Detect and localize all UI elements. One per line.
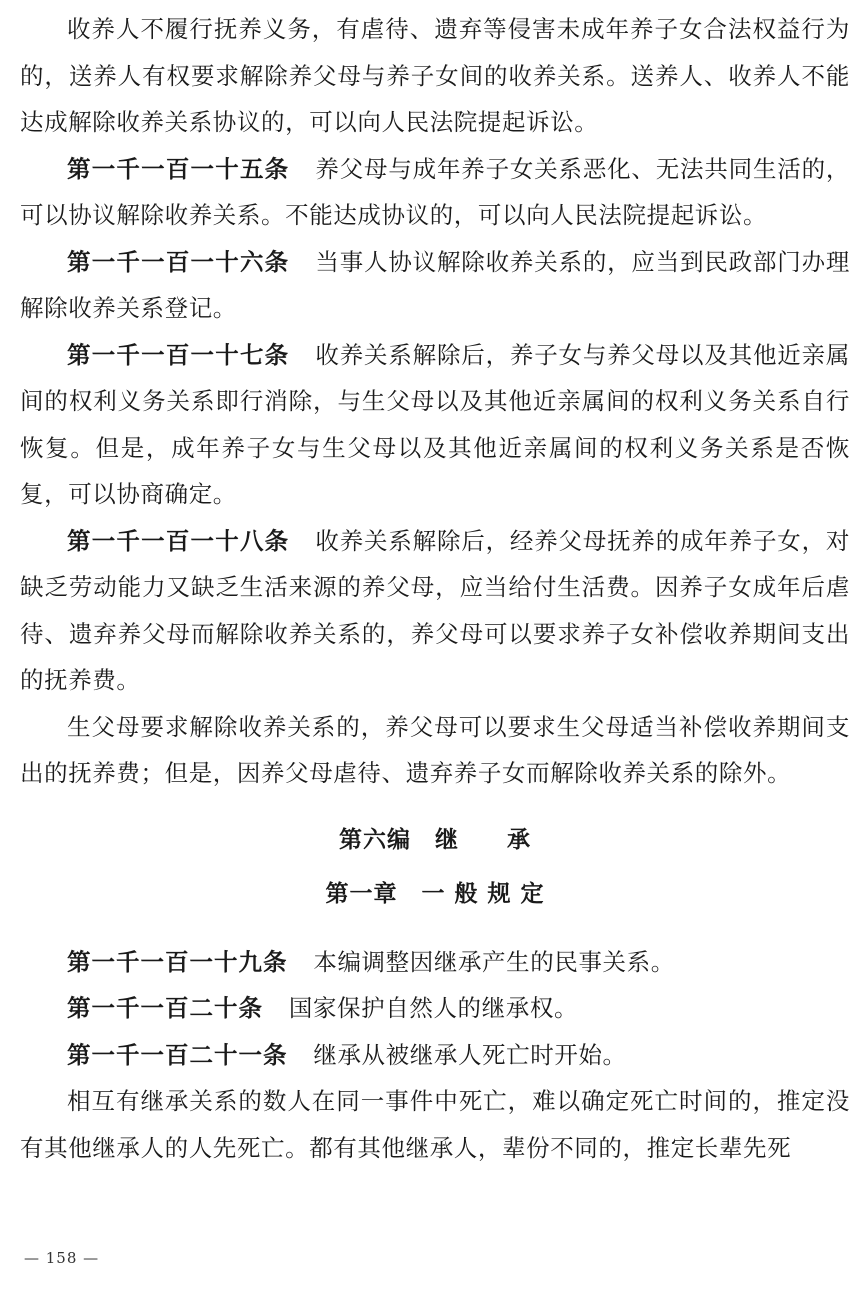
article-text: 继承从被继承人死亡时开始。: [313, 1040, 627, 1069]
part-title: 第六编 继 承: [339, 826, 531, 853]
paragraph-text: 生父母要求解除收养关系的，养父母可以要求生父母适当补偿收养期间支出的抚养费；但是，因养父母虐待、遗弃养子女而解除收养关系的除外。: [20, 712, 850, 787]
article-paragraph: [20, 146, 850, 239]
article-number: 第一千一百一十九条: [67, 947, 288, 976]
paragraphs-top: [20, 6, 850, 797]
article-paragraph: [20, 985, 850, 1032]
article-text: 养父母与成年养子女关系恶化、无法共同生活的，可以协议解除收养关系。不能达成协议的，可以向人民法院提起诉讼。: [20, 154, 850, 229]
paragraphs-bottom: [20, 939, 850, 1172]
article-number: 第一千一百二十一条: [67, 1040, 288, 1069]
article-paragraph: [20, 939, 850, 986]
paragraph: [20, 6, 850, 146]
section-headings: [20, 813, 850, 921]
paragraph-text: 收养人不履行抚养义务，有虐待、遗弃等侵害未成年养子女合法权益行为的，送养人有权要求解除养父母与养子女间的收养关系。送养人、收养人不能达成解除收养关系协议的，可以向人民法院提起诉讼。: [20, 15, 850, 136]
article-number: 第一千一百一十五条: [67, 154, 290, 183]
article-text: 收养关系解除后，养子女与养父母以及其他近亲属间的权利义务关系即行消除，与生父母以及其他近亲属间的权利义务关系自行恢复。但是，成年养子女与生父母以及其他近亲属间的权利义务关系是否恢复，可以协商确定。: [20, 340, 850, 508]
article-text: 收养关系解除后，经养父母抚养的成年养子女，对缺乏劳动能力又缺乏生活来源的养父母，应当给付生活费。因养子女成年后虐待、遗弃养父母而解除收养关系的，养父母可以要求养子女补偿收养期间支出的抚养费。: [20, 526, 850, 694]
article-paragraph: [20, 518, 850, 704]
chapter-title: 第一章 一 般 规 定: [325, 880, 545, 907]
document-page: [20, 6, 850, 1171]
article-text: 本编调整因继承产生的民事关系。: [313, 947, 675, 976]
article-paragraph: [20, 332, 850, 518]
article-number: 第一千一百一十七条: [67, 340, 290, 369]
page-number: — 158 —: [24, 1249, 100, 1267]
paragraph-text: 相互有继承关系的数人在同一事件中死亡，难以确定死亡时间的，推定没有其他继承人的人先死亡。都有其他继承人，辈份不同的，推定长辈先死: [20, 1087, 850, 1162]
article-text: 当事人协议解除收养关系的，应当到民政部门办理解除收养关系登记。: [20, 247, 850, 322]
paragraph: [20, 704, 850, 797]
article-paragraph: [20, 239, 850, 332]
article-number: 第一千一百一十八条: [67, 526, 290, 555]
article-number: 第一千一百二十条: [67, 994, 263, 1022]
paragraph: [20, 1078, 850, 1171]
article-number: 第一千一百一十六条: [67, 247, 290, 276]
article-text: 国家保护自然人的继承权。: [288, 994, 579, 1022]
article-paragraph: [20, 1032, 850, 1079]
